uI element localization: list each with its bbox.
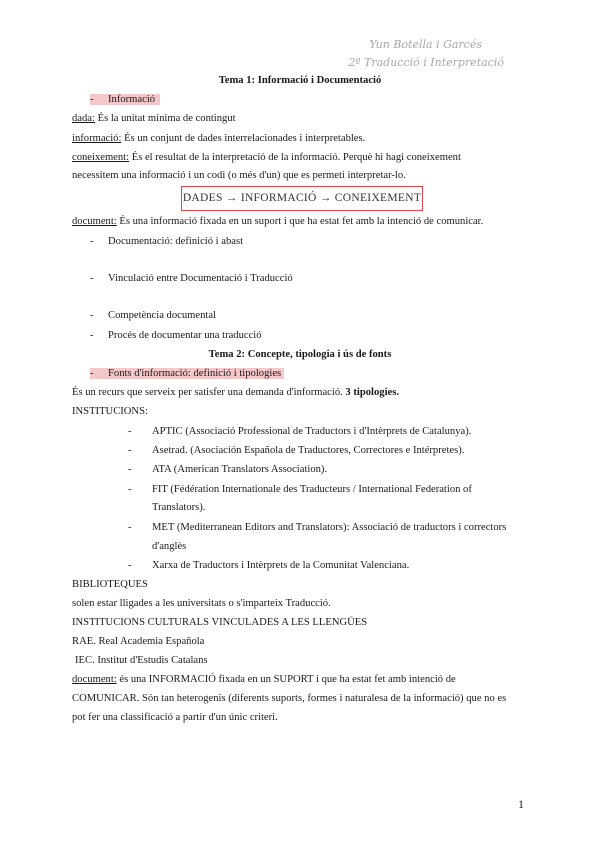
document-definition-2-end: pot fer una classificació a partir d'un únic criteri.	[72, 712, 278, 723]
list-item: - Competència documental	[90, 310, 216, 321]
biblioteques-heading: BIBLIOTEQUES	[72, 579, 148, 590]
tema1-section: - Informació	[90, 94, 160, 105]
tema1-section-label: Informació	[108, 94, 156, 105]
iec-line: IEC. Institut d'Estudis Catalans	[75, 655, 208, 666]
list-item: - Xarxa de Traductors i Intèrprets de la Comunitat Valenciana.	[128, 560, 410, 571]
tema2-section-label: Fonts d'informació: definició i tipologies	[108, 368, 282, 379]
document-term: document:	[72, 216, 117, 227]
tema2-title: Tema 2: Concepte, tipologia i ús de fonts	[208, 349, 392, 360]
tema2-section: - Fonts d'informació: definició i tipologies	[90, 368, 284, 379]
coneixement-definition	[72, 152, 461, 163]
document-definition-2-cont: COMUNICAR. Són tan heterogenis (diferents suports, formes i naturalesa de la informació) que no es	[72, 693, 507, 704]
dada-term: dada:	[72, 113, 95, 124]
list-item: - FIT (Fédération Internationale des Traducteurs / International Federation of	[128, 484, 472, 495]
page-number: 1	[518, 797, 524, 811]
biblioteques-text: solen estar lligades a les universitats o s'imparteix Traducció.	[72, 598, 331, 609]
header-course: 2º Traducció i Interpretació	[348, 56, 504, 69]
list-item: - Vinculació entre Documentació i Traducció	[90, 273, 293, 284]
list-item-cont: d'anglès	[152, 541, 187, 552]
tema1-title: Tema 1: Informació i Documentació	[218, 75, 382, 86]
dada-definition	[72, 113, 236, 124]
coneixement-text: És el resultat de la interpretació de la informació. Perquè hi hagi coneixement	[129, 152, 461, 163]
document-text-2: és una INFORMACIÓ fixada en un SUPORT i que ha estat fet amb intenció de	[116, 674, 456, 685]
institucions-heading: INSTITUCIONS:	[72, 406, 148, 417]
list-item: - Procés de documentar una traducció	[90, 330, 262, 341]
coneixement-definition-cont: necessitem una informació i un codi (o més d'un) que es permeti interpretar-lo.	[72, 170, 406, 181]
coneixement-term: coneixement:	[72, 152, 130, 163]
dades-diagram-box: DADES → INFORMACIÓ → CONEIXEMENT	[181, 186, 423, 211]
list-item: - ATA (American Translators Association).	[128, 464, 328, 475]
document-definition-2	[72, 674, 456, 685]
list-item: - APTIC (Associació Professional de Traductors i d'Intèrprets de Catalunya).	[128, 426, 472, 437]
document-text: És una informació fixada en un suport i que ha estat fet amb la intenció de comunicar.	[116, 216, 484, 227]
list-item: - Asetrad. (Asociación Española de Traductores, Correctores e Intérpretes).	[128, 445, 465, 456]
culturals-heading: INSTITUCIONS CULTURALS VINCULADES A LES LLENGÜES	[72, 617, 368, 628]
tipologies-bold: 3 tipologies.	[345, 387, 399, 398]
informacio-definition	[72, 133, 365, 144]
dada-text: És la unitat mínima de contingut	[94, 113, 236, 124]
list-item: - Documentació: definició i abast	[90, 236, 244, 247]
informacio-term: informació:	[72, 133, 122, 144]
document-definition	[72, 216, 483, 227]
informacio-text: És un conjunt de dades interrelacionades i interpretables.	[121, 133, 366, 144]
rae-line: RAE. Real Academia Española	[72, 636, 205, 647]
list-item-cont: Translators).	[152, 502, 206, 513]
fonts-intro: És un recurs que serveix per satisfer una demanda d'informació. 3 tipologies.	[72, 387, 399, 398]
header-author: Yun Botella i Garcés	[369, 38, 482, 51]
list-item: - MET (Mediterranean Editors and Translators): Associació de traductors i correctors	[128, 522, 507, 533]
document-term-2: document:	[72, 674, 117, 685]
